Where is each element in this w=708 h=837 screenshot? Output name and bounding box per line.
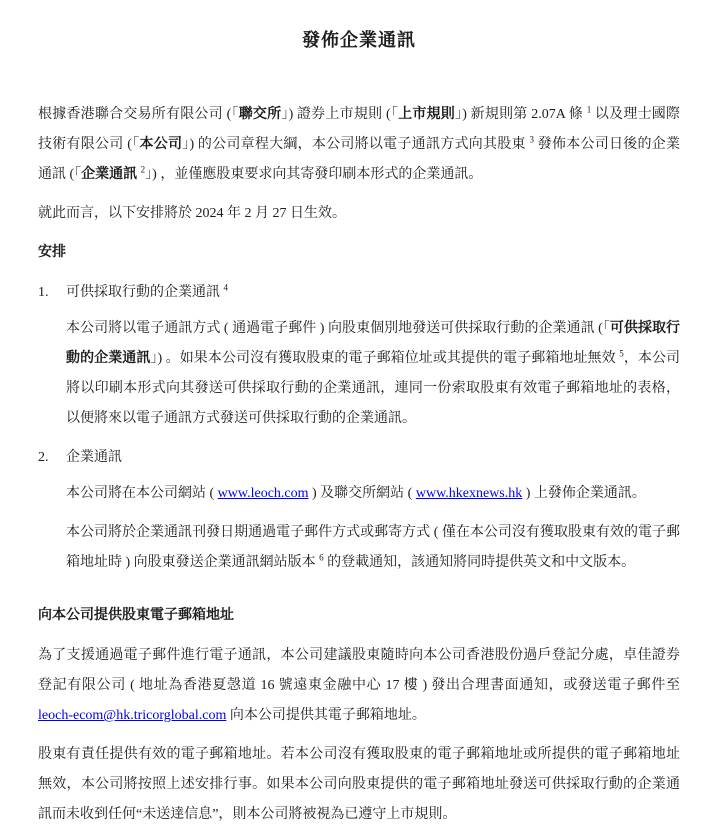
text-run: ) 及聯交所網站 ( — [308, 486, 416, 501]
bold-text-run: 企業通訊 — [81, 167, 138, 182]
list-item-body — [66, 443, 680, 587]
footnote-ref-1: 1 — [586, 104, 592, 115]
text-run: 」) 的公司章程大綱，本公司將以電子通訊方式向其股東 — [182, 137, 530, 152]
shareholder-responsibility-paragraph — [38, 740, 680, 830]
text-run: 本公司將以電子通訊方式 ( 通過電子郵件 ) 向股東個別地發送可供採取行動的企業通訊 (「 — [66, 321, 610, 336]
bold-text-run: 聯交所 — [238, 107, 282, 122]
list-item-title — [66, 443, 680, 473]
text-run: 的登載通知，該通知將同時提供英文和中文版本。 — [323, 555, 636, 570]
effective-date-paragraph — [38, 199, 680, 229]
list-item-title — [66, 278, 680, 308]
list-item-body — [66, 278, 680, 443]
website-publication-paragraph — [66, 479, 680, 509]
leoch-website-link[interactable]: www.leoch.com — [217, 486, 309, 501]
bold-text-run: 上市規則 — [398, 107, 455, 122]
notification-paragraph — [66, 518, 680, 578]
text-run: 」) ，並僅應股東要求向其寄發印刷本形式的企業通訊。 — [145, 167, 483, 182]
text-run: 」) 。如果本公司沒有獲取股東的電子郵箱位址或其提供的電子郵箱地址無效 — [150, 351, 620, 366]
footnote-ref-4: 4 — [223, 282, 228, 293]
arrangements-heading: 安排 — [38, 245, 66, 260]
list-item-actionable-communications — [38, 278, 680, 443]
footnote-ref-2: 2 — [140, 164, 146, 175]
text-run: 」) 證券上市規則 (「 — [281, 107, 399, 122]
text-run: 本公司將在本公司網站 ( — [66, 486, 218, 501]
page-title: 發佈企業通訊 — [302, 30, 416, 50]
footnote-ref-6: 6 — [319, 552, 324, 563]
footnote-ref-3: 3 — [529, 134, 534, 145]
text-run: 以及理士國際技術有限公司 (「 — [38, 107, 681, 152]
provide-email-paragraph — [38, 641, 680, 731]
text-run: 就此而言，以下安排將於 2024 年 2 月 27 日生效。 — [38, 206, 346, 221]
list-item-corporate-communications — [38, 443, 680, 587]
text-run: 根據香港聯合交易所有限公司 (「 — [38, 107, 239, 122]
intro-paragraph — [38, 100, 680, 190]
email-section-heading: 向本公司提供股東電子郵箱地址 — [38, 608, 234, 623]
bold-text-run: 本公司 — [139, 137, 183, 152]
text-run: 本公司將於企業通訊刊發日期通過電子郵件方式或郵寄方式 ( 僅在本公司沒有獲取股東有效的電子郵箱地址時 ) 向股東發送企業通訊網站版本 — [66, 525, 680, 570]
text-run: 可供採取行動的企業通訊 — [66, 285, 224, 300]
list-number: 1. — [38, 285, 49, 300]
actionable-communications-paragraph — [66, 314, 680, 434]
text-run: 向本公司提供其電子郵箱地址。 — [226, 708, 426, 723]
text-run: ) 上發佈企業通訊。 — [522, 486, 646, 501]
text-run: 發佈本公司日後的企業通訊 (「 — [38, 137, 681, 182]
text-run: 企業通訊 — [66, 450, 122, 465]
text-run: 」) 新規則第 2.07A 條 — [455, 107, 587, 122]
footnote-ref-5: 5 — [619, 348, 624, 359]
bold-text-run: 可供採取行動的企業通訊 — [66, 321, 681, 366]
hkexnews-website-link[interactable]: www.hkexnews.hk — [415, 486, 523, 501]
text-run: 股東有責任提供有效的電子郵箱地址。若本公司沒有獲取股東的電子郵箱地址或所提供的電子郵箱地址無效，本公司將按照上述安排行事。如果本公司向股東提供的電子郵箱地址發送可供採取行動的企業通訊而未收到任何“未送達信息”，則本公司將被視為已遵守上市規則。 — [38, 747, 680, 822]
text-run: ，本公司將以印刷本形式向其發送可供採取行動的企業通訊，連同一份索取股東有效電子郵箱地址的表格，以便將來以電子通訊方式發送可供採取行動的企業通訊。 — [66, 351, 681, 426]
text-run: 為了支援通過電子郵件進行電子通訊，本公司建議股東隨時向本公司香港股份過戶登記分處，卓佳證券登記有限公司 ( 地址為香港夏愨道 16 號遠東金融中心 17 樓 ) 發出合理書面通知，或發送電子郵件至 — [38, 648, 680, 693]
leoch-ecom-email-link[interactable]: leoch-ecom@hk.tricorglobal.com — [38, 708, 227, 723]
list-number: 2. — [38, 450, 49, 465]
